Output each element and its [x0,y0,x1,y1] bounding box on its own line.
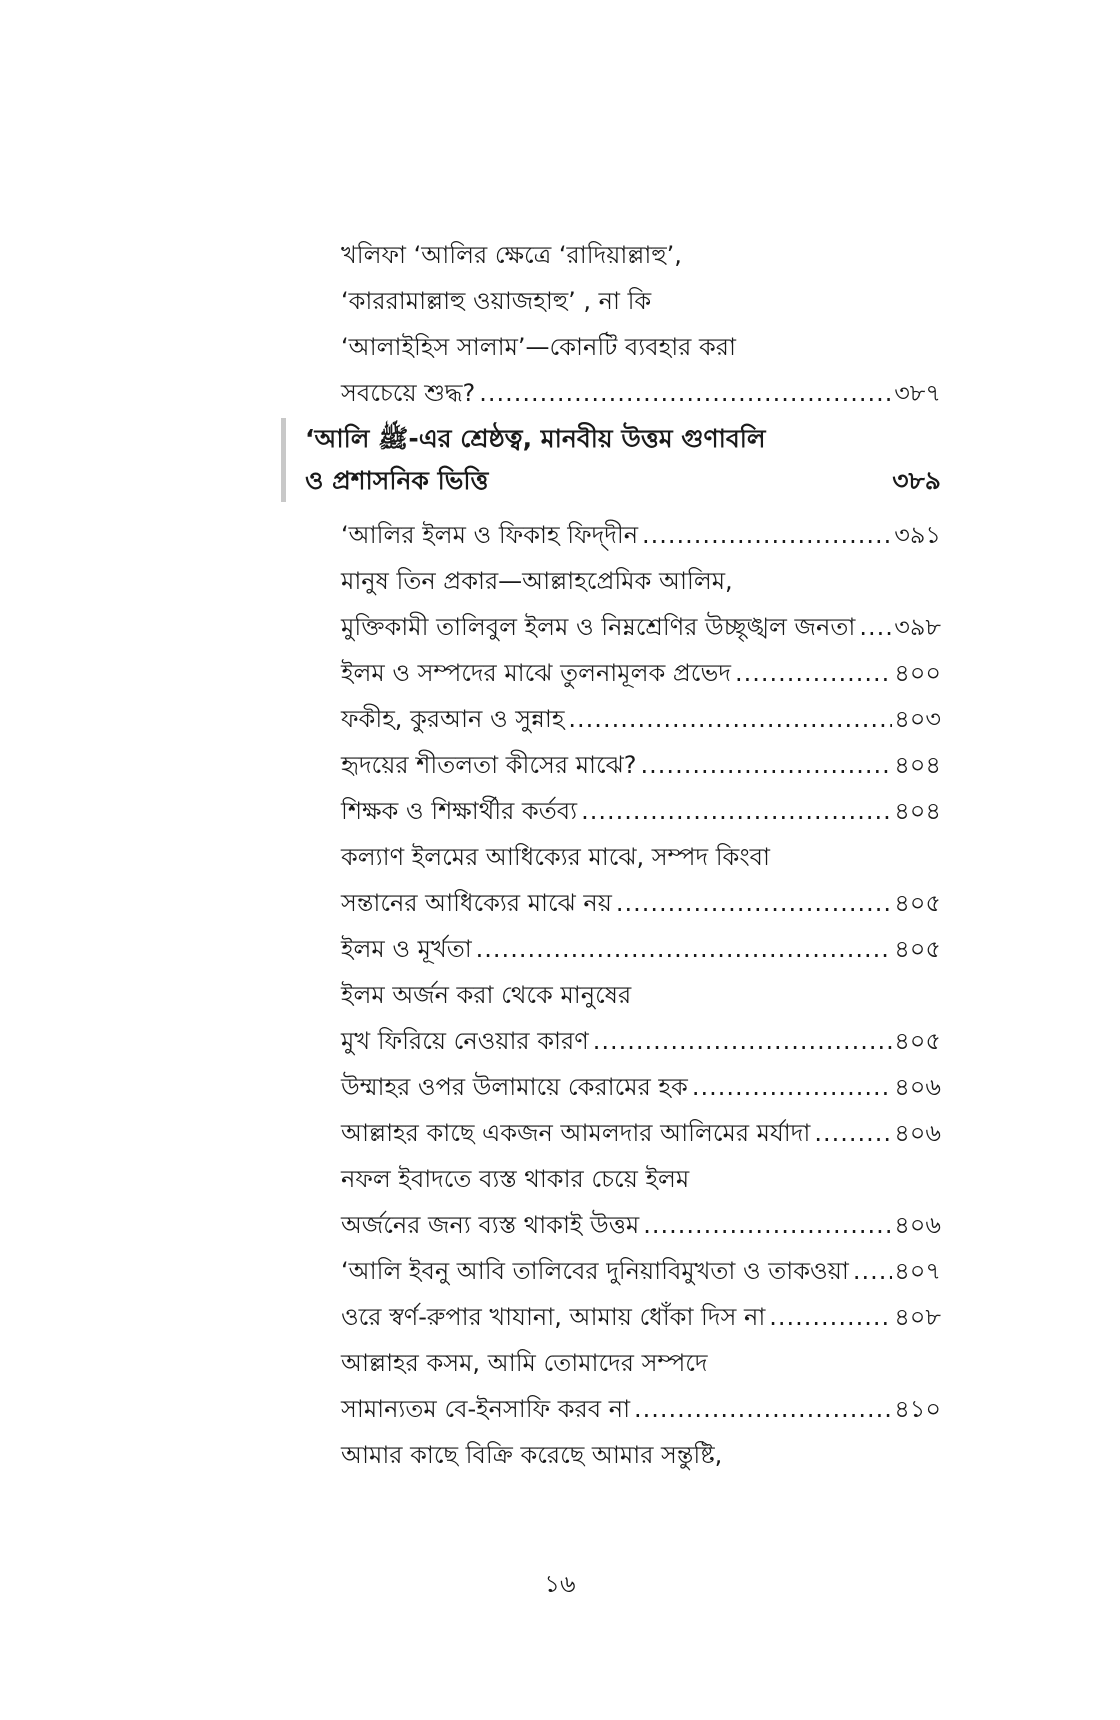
leader-dots [859,604,892,650]
toc-entry [0,558,1120,650]
leader-dots [692,1064,892,1110]
leader-dots [735,650,892,696]
leader-dots [769,1294,892,1340]
toc-entry-leader-line [341,788,941,834]
toc-entry-leader-line [341,1386,941,1432]
leader-dots [581,788,892,834]
chapter-title-line: ‘আলি ﷺ-এর শ্রেষ্ঠত্ব, মানবীয় উত্তম গুণাবলি [305,424,766,453]
toc-entry-title: মুখ ফিরিয়ে নেওয়ার কারণ [341,1027,589,1055]
toc-entry [0,1156,1120,1248]
toc-entry-title: সামান্যতম বে-ইনসাফি করব না [341,1395,631,1423]
leader-dots [642,512,892,558]
toc-entry [0,1248,1120,1294]
toc-entry-title: হৃদয়ের শীতলতা কীসের মাঝে? [341,751,637,779]
toc-entry-leader-line [341,650,941,696]
toc-entry-leader-line [341,880,941,926]
toc-entry-0 [0,232,1120,416]
toc-entry-page: ৪০৪ [894,751,941,779]
leader-dots [643,1202,892,1248]
toc-entry-page: ৩৯১ [894,521,941,549]
toc-entry-text-line: ইলম অর্জন করা থেকে মানুষের [341,981,632,1009]
leader-dots [593,1018,893,1064]
toc-entry-title: ইলম ও মূর্খতা [341,935,472,963]
leader-dots [814,1110,892,1156]
toc-entry-text-line: কল্যাণ ইলমের আধিক্যের মাঝে, সম্পদ কিংবা [341,843,770,871]
toc-entry-title: ওরে স্বর্ণ-রুপার খাযানা, আমায় ধোঁকা দিস না [341,1303,766,1331]
toc-entry-page: ৪০৪ [894,797,941,825]
toc-entry-leader-line [341,604,941,650]
toc-entry-text-line: খলিফা ‘আলির ক্ষেত্রে ‘রাদিয়াল্লাহু’, [341,241,682,269]
toc-entry-leader-line [341,1202,941,1248]
leader-dots [853,1248,892,1294]
toc-entry-leader-line [341,1248,941,1294]
toc-entry [0,972,1120,1064]
toc-entry-page: ৪০৩ [894,705,941,733]
leader-dots [616,880,892,926]
chapter-title: ও প্রশাসনিক ভিত্তি [305,466,489,495]
toc-entry-leader-line [341,1110,941,1156]
toc-entry-title: মুক্তিকামী তালিবুল ইলম ও নিম্নশ্রেণির উচ্ছৃঙ্খল জনতা [341,613,856,641]
toc-entry [0,512,1120,558]
toc-entry [0,788,1120,834]
toc-entry-leader-line [341,1018,941,1064]
toc-entry-title: ‘আলি ইবনু আবি তালিবের দুনিয়াবিমুখতা ও তাকওয়া [341,1257,849,1285]
toc-entry [0,1064,1120,1110]
toc-entry-page: ৪০৫ [894,935,941,963]
toc-entry-leader-line [341,1294,941,1340]
toc-entry [0,742,1120,788]
chapter-heading [0,418,1120,502]
toc-entry-text-line: মানুষ তিন প্রকার—আল্লাহপ্রেমিক আলিম, [341,567,733,595]
toc-entry [0,926,1120,972]
toc-entry-leader-line [341,370,941,416]
toc-entry [0,1294,1120,1340]
toc-entry-page: ৪০৫ [894,1027,941,1055]
chapter-marker-bar [281,418,286,502]
toc-entry-page: ৪০৭ [894,1257,941,1285]
toc-entry-page: ৩৮৭ [894,379,941,407]
toc-entry-title: ইলম ও সম্পদের মাঝে তুলনামূলক প্রভেদ [341,659,731,687]
toc-entry [0,1110,1120,1156]
toc-entry-title: অর্জনের জন্য ব্যস্ত থাকাই উত্তম [341,1211,640,1239]
toc-entry [0,696,1120,742]
leader-dots [476,926,893,972]
toc-entry [0,650,1120,696]
toc-entry-list [0,512,1120,1478]
leader-dots [641,742,893,788]
toc-entry-page: ৩৯৮ [894,613,941,641]
toc-entry-text-line: আমার কাছে বিক্রি করেছে আমার সন্তুষ্টি, [341,1441,723,1469]
leader-dots [479,370,892,416]
toc-entry-title: উম্মাহর ওপর উলামায়ে কেরামের হক [341,1073,688,1101]
toc-entry-page: ৪০০ [894,659,941,687]
chapter-page: ৩৮৯ [892,466,941,495]
toc-entry-title: সবচেয়ে শুদ্ধ? [341,379,476,407]
leader-dots [568,696,892,742]
toc-entry-title: ‘আলির ইলম ও ফিকাহ ফিদ্‌দীন [341,521,639,549]
toc-entry-page: ৪০৬ [894,1073,941,1101]
toc-entry [0,1432,1120,1478]
leader-dots [634,1386,892,1432]
toc-entry-page: ৪০৫ [894,889,941,917]
toc-entry-leader-line [341,742,941,788]
toc-entry-text-line: ‘কাররামাল্লাহু ওয়াজহাহু’ , না কি [341,287,652,315]
chapter-title-line [305,460,941,502]
toc-entry-text-line: আল্লাহর কসম, আমি তোমাদের সম্পদে [341,1349,708,1377]
toc-entry-text-line: ‘আলাইহিস সালাম’—কোনটি ব্যবহার করা [341,333,736,361]
toc-entry-title: ফকীহ, কুরআন ও সুন্নাহ [341,705,565,733]
toc-entry-leader-line [341,1064,941,1110]
toc-entry-title: আল্লাহর কাছে একজন আমলদার আলিমের মর্যাদা [341,1119,811,1147]
page-number: ১৬ [544,1570,576,1598]
toc-entry-text-line: নফল ইবাদতে ব্যস্ত থাকার চেয়ে ইলম [341,1165,690,1193]
toc-entry-leader-line [341,926,941,972]
table-of-contents [0,232,1120,1478]
toc-entry-title: সন্তানের আধিক্যের মাঝে নয় [341,889,612,917]
toc-entry-title: শিক্ষক ও শিক্ষার্থীর কর্তব্য [341,797,578,825]
toc-entry-page: ৪১০ [894,1395,941,1423]
toc-entry [0,1340,1120,1432]
toc-entry-leader-line [341,512,941,558]
toc-entry-page: ৪০৮ [894,1303,941,1331]
toc-entry-leader-line [341,696,941,742]
toc-entry [0,834,1120,926]
toc-entry-page: ৪০৬ [894,1211,941,1239]
toc-entry-page: ৪০৬ [894,1119,941,1147]
